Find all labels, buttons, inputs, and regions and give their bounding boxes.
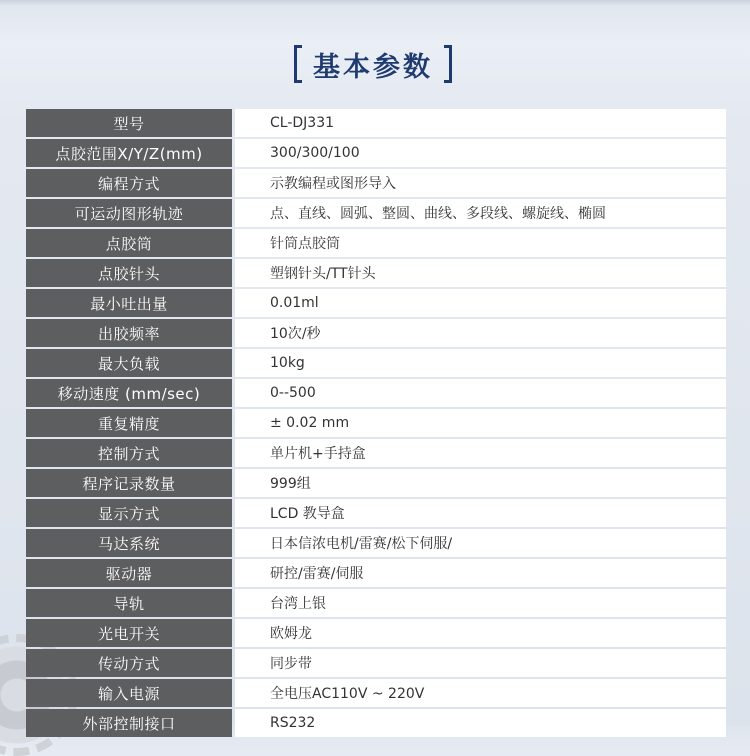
spec-row [26,409,726,437]
spec-row [26,139,726,167]
spec-row [26,349,726,377]
spec-value: 单片机+手持盒 [235,439,726,467]
spec-label: 控制方式 [26,439,232,467]
spec-row [26,709,726,737]
spec-value: 台湾上银 [235,589,726,617]
spec-label: 马达系统 [26,529,232,557]
spec-value: 10kg [235,349,726,377]
spec-value: 日本信浓电机/雷赛/松下伺服/ [235,529,726,557]
spec-label: 最大负载 [26,349,232,377]
spec-label: 输入电源 [26,679,232,707]
spec-label: 传动方式 [26,649,232,677]
spec-row [26,559,726,587]
spec-row [26,259,726,287]
spec-label: 最小吐出量 [26,289,232,317]
spec-label: 外部控制接口 [26,709,232,737]
section-title [294,45,452,83]
spec-value: ± 0.02 mm [235,409,726,437]
spec-label: 光电开关 [26,619,232,647]
spec-label: 移动速度 (mm/sec) [26,379,232,407]
spec-row [26,649,726,677]
spec-value: 999组 [235,469,726,497]
spec-label: 出胶频率 [26,319,232,347]
spec-row [26,169,726,197]
spec-label: 程序记录数量 [26,469,232,497]
spec-row [26,469,726,497]
spec-value: LCD 教导盒 [235,499,726,527]
section-title-text: 基本参数 [313,51,433,83]
spec-value: 10次/秒 [235,319,726,347]
spec-value: 针筒点胶筒 [235,229,726,257]
spec-row [26,109,726,137]
spec-row [26,199,726,227]
spec-row [26,379,726,407]
spec-row [26,439,726,467]
top-strip [0,0,750,6]
left-bracket-decoration [294,45,302,83]
spec-row [26,229,726,257]
spec-row [26,499,726,527]
spec-value: 欧姆龙 [235,619,726,647]
spec-table [26,109,726,739]
spec-label: 驱动器 [26,559,232,587]
spec-row [26,319,726,347]
spec-label: 型号 [26,109,232,137]
spec-label: 点胶针头 [26,259,232,287]
spec-label: 重复精度 [26,409,232,437]
spec-row [26,679,726,707]
spec-value: 点、直线、圆弧、整圆、曲线、多段线、螺旋线、椭圆 [235,199,726,227]
spec-row [26,619,726,647]
spec-row [26,589,726,617]
spec-value: CL-DJ331 [235,109,726,137]
spec-value: 塑钢针头/TT针头 [235,259,726,287]
spec-value: 全电压AC110V ~ 220V [235,679,726,707]
spec-value: 0--500 [235,379,726,407]
spec-value: 0.01ml [235,289,726,317]
spec-label: 点胶范围X/Y/Z(mm) [26,139,232,167]
spec-label: 点胶筒 [26,229,232,257]
spec-row [26,289,726,317]
spec-label: 导轨 [26,589,232,617]
spec-label: 显示方式 [26,499,232,527]
right-bracket-decoration [444,45,452,83]
spec-value: RS232 [235,709,726,737]
spec-label: 编程方式 [26,169,232,197]
spec-label: 可运动图形轨迹 [26,199,232,227]
spec-value: 示教编程或图形导入 [235,169,726,197]
spec-value: 同步带 [235,649,726,677]
spec-value: 300/300/100 [235,139,726,167]
spec-value: 研控/雷赛/伺服 [235,559,726,587]
spec-row [26,529,726,557]
